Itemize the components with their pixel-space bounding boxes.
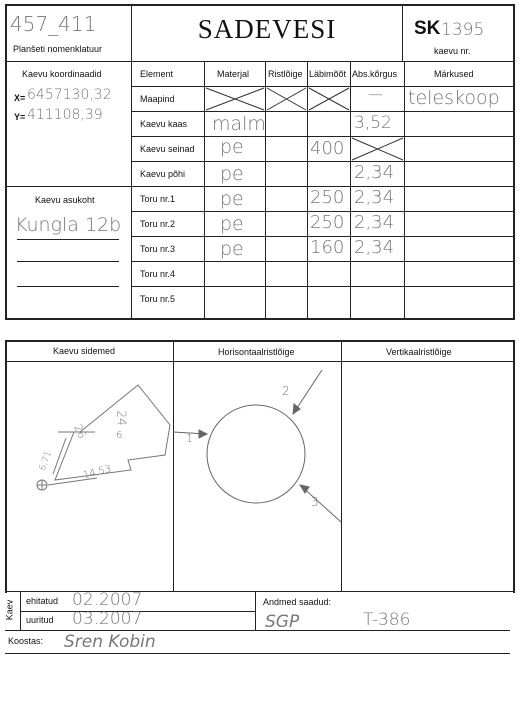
row-height: 2,34 <box>354 187 395 208</box>
row-material: pe <box>220 213 244 235</box>
col-diameter: Läbimõõt <box>309 69 347 79</box>
row-element: Kaevu seinad <box>140 144 195 154</box>
row-diameter: 160 <box>310 237 345 258</box>
col1-title: Kaevu sidemed <box>53 346 116 356</box>
row-height: 2,34 <box>354 237 395 258</box>
page-title: SADEVESI <box>197 14 337 44</box>
row-element: Toru nr.4 <box>140 269 176 279</box>
col-material: Materjal <box>217 69 250 79</box>
data-label: Andmed saadud: <box>263 597 332 607</box>
row-material: pe <box>220 238 244 260</box>
sketch-label-b: 24 <box>114 410 129 426</box>
row-element: Kaevu kaas <box>140 119 188 129</box>
nomenclature-label: Planšeti nomenklatuur <box>13 44 103 54</box>
row-height: 3,52 <box>354 113 392 133</box>
sketch-label-a: 26 <box>71 422 89 441</box>
row-material: pe <box>220 136 244 158</box>
row-element: Maapind <box>140 94 175 104</box>
well-prefix: SK <box>414 18 441 39</box>
side-label: Kaev <box>4 599 15 621</box>
row-height: — <box>368 85 383 103</box>
surveyed-label: uuritud <box>26 615 54 625</box>
col-section: Ristlõige <box>268 69 303 79</box>
col3-title: Vertikaalristlõige <box>386 347 452 357</box>
row-element: Toru nr.2 <box>140 219 176 229</box>
data-value-2: T-386 <box>363 610 411 630</box>
pipe-label-3: 3 <box>311 495 319 509</box>
well-number: 1395 <box>441 20 485 40</box>
sketch-label-c: 6 <box>116 430 123 441</box>
col2-title: Horisontaalristlõige <box>218 347 295 357</box>
col-notes: Märkused <box>434 69 474 79</box>
row-height: 2,34 <box>354 212 395 233</box>
pipe-label-2: 2 <box>282 384 290 398</box>
author-value: Sren Kobin <box>64 632 156 652</box>
y-value: 411108,39 <box>27 107 103 123</box>
y-label: Y= <box>14 112 26 122</box>
row-diameter: 250 <box>310 212 345 233</box>
sketch-label-d: 6,71 <box>37 449 55 473</box>
x-value: 6457130,32 <box>27 87 112 103</box>
x-label: X= <box>14 93 26 103</box>
row-material: pe <box>220 188 244 210</box>
well-label: kaevu nr. <box>434 46 471 56</box>
row-material: pe <box>220 163 244 185</box>
location-title: Kaevu asukoht <box>35 195 95 205</box>
row-element: Toru nr.3 <box>140 244 176 254</box>
data-value-1: SGP <box>265 612 300 632</box>
coord-title: Kaevu koordinaadid <box>22 69 102 79</box>
pipe-label-1: 1 <box>186 432 193 445</box>
col-height: Abs.kõrgus <box>352 69 398 79</box>
author-label: Koostas: <box>8 636 44 646</box>
row-material: malm <box>212 113 266 135</box>
location-value: Kungla 12b <box>15 214 122 236</box>
built-label: ehitatud <box>26 596 59 606</box>
row-height: 2,34 <box>354 162 395 183</box>
row-diameter: 250 <box>310 187 345 208</box>
row-element: Toru nr.1 <box>140 194 176 204</box>
row-element: Toru nr.5 <box>140 294 176 304</box>
row-note: teleskoop <box>408 87 500 109</box>
row-element: Kaevu põhi <box>140 169 186 179</box>
nomenclature-value: 457_411 <box>10 12 97 36</box>
sketch-label-e: 14,53 <box>82 463 113 482</box>
built-value: 02.2007 <box>72 590 143 610</box>
col-element: Element <box>140 69 174 79</box>
surveyed-value: 03.2007 <box>72 609 143 629</box>
row-diameter: 400 <box>310 138 345 159</box>
